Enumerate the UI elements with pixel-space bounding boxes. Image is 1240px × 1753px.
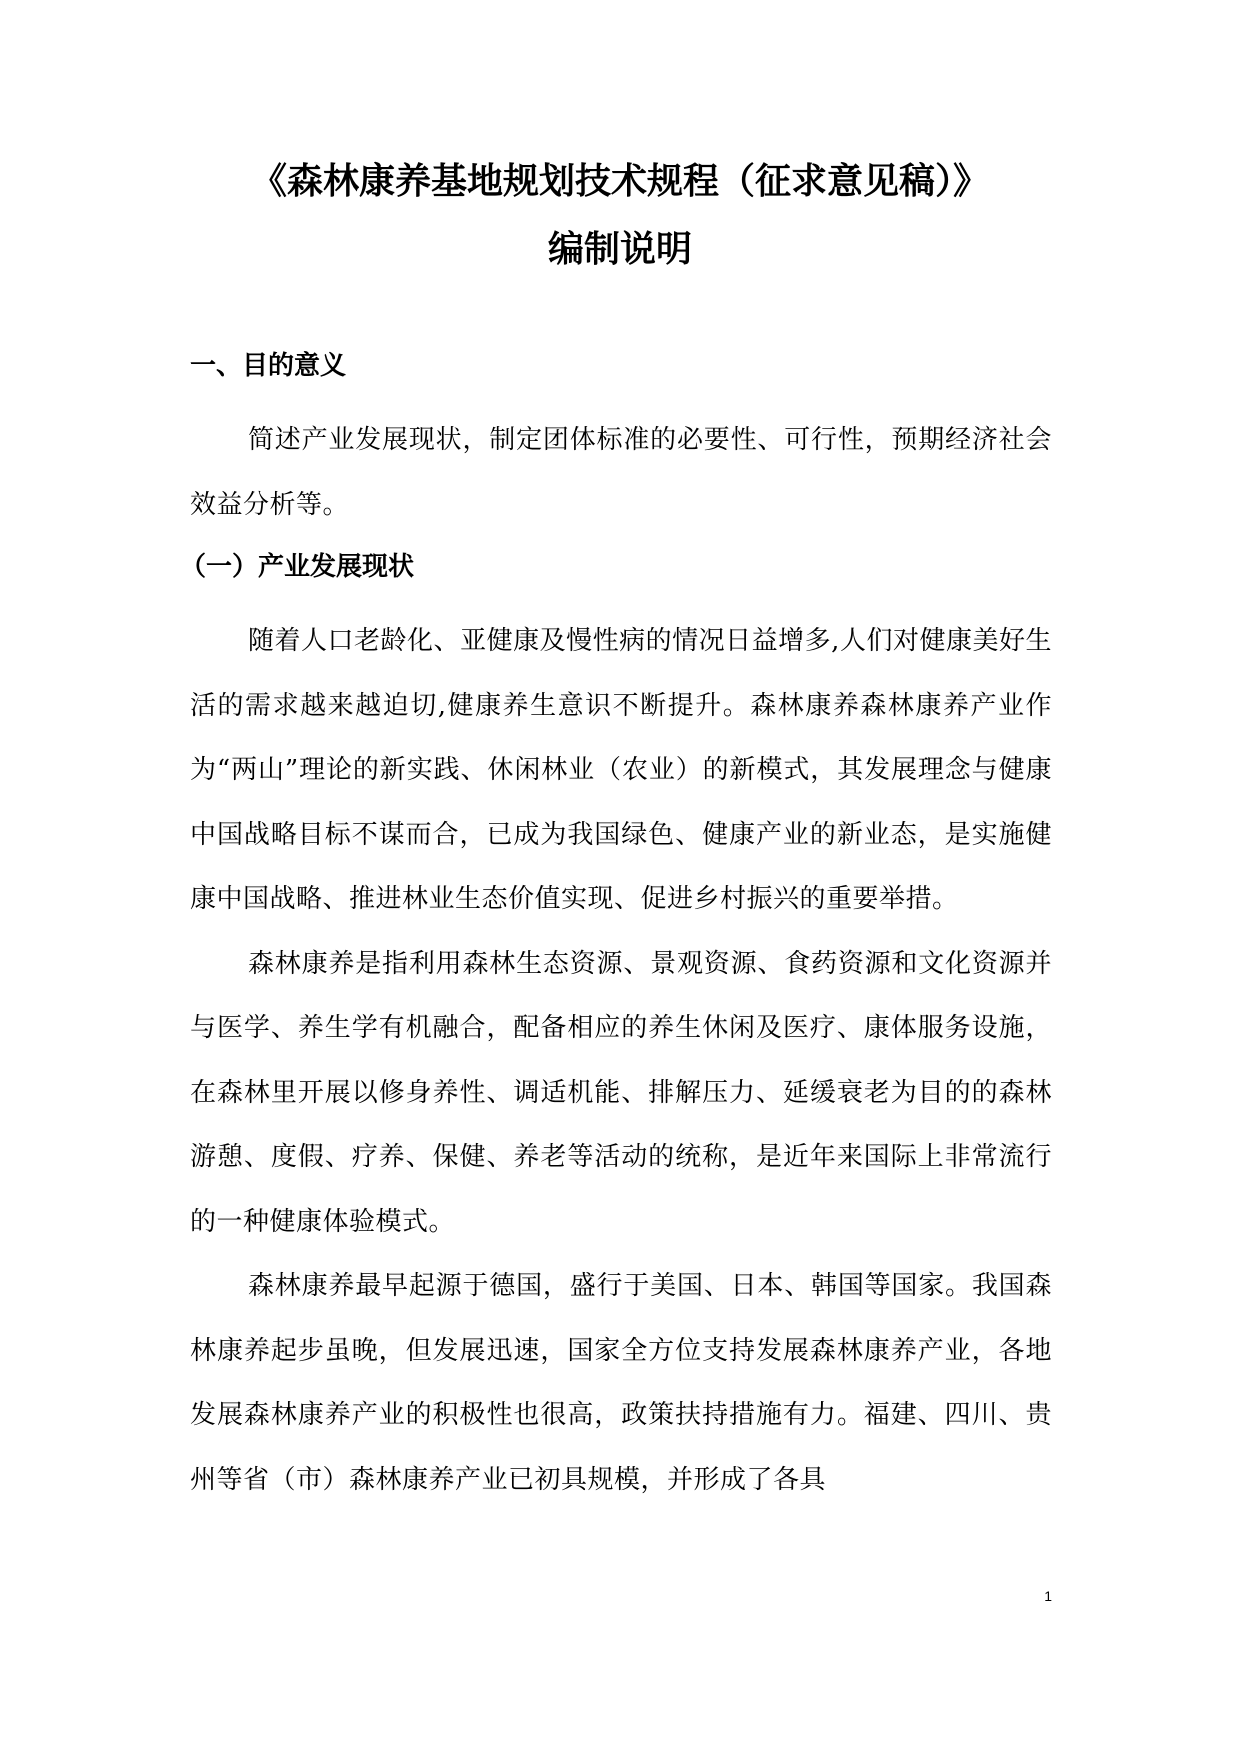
document-title-block: [0, 148, 1240, 284]
section-heading-purpose: 一、目的意义: [190, 351, 347, 381]
document-body: [180, 346, 1052, 1512]
page-number: 1: [1044, 1588, 1052, 1604]
section-intro-paragraph: 简述产业发展现状，制定团体标准的必要性、可行性，预期经济社会效益分析等。: [190, 425, 1052, 520]
body-paragraph: 随着人口老龄化、亚健康及慢性病的情况日益增多,人们对健康美好生活的需求越来越迫切,健康养生意识不断提升。森林康养森林康养产业作为“两山”理论的新实践、休闲林业（农业）的新模式，其发展理念与健康中国战略目标不谋而合，已成为我国绿色、健康产业的新业态，是实施健康中国战略、推进林业生态价值实现、促进乡村振兴的重要举措。: [190, 626, 1052, 914]
subsection-heading-industry-status: （一）产业发展现状: [180, 552, 415, 582]
document-subtitle: 编制说明: [547, 229, 692, 270]
document-title: 《森林康养基地规划技术规程（征求意见稿）》: [250, 161, 989, 202]
body-paragraph: 森林康养是指利用森林生态资源、景观资源、食药资源和文化资源并与医学、养生学有机融合，配备相应的养生休闲及医疗、康体服务设施，在森林里开展以修身养性、调适机能、排解压力、延缓衰老为目的的森林游憩、度假、疗养、保健、养老等活动的统称，是近年来国际上非常流行的一种健康体验模式。: [190, 948, 1052, 1237]
body-paragraph: 森林康养最早起源于德国，盛行于美国、日本、韩国等国家。我国森林康养起步虽晚，但发展迅速，国家全方位支持发展森林康养产业，各地发展森林康养产业的积极性也很高，政策扶持措施有力。福建、四川、贵州等省（市）森林康养产业已初具规模，并形成了各具: [190, 1271, 1052, 1495]
